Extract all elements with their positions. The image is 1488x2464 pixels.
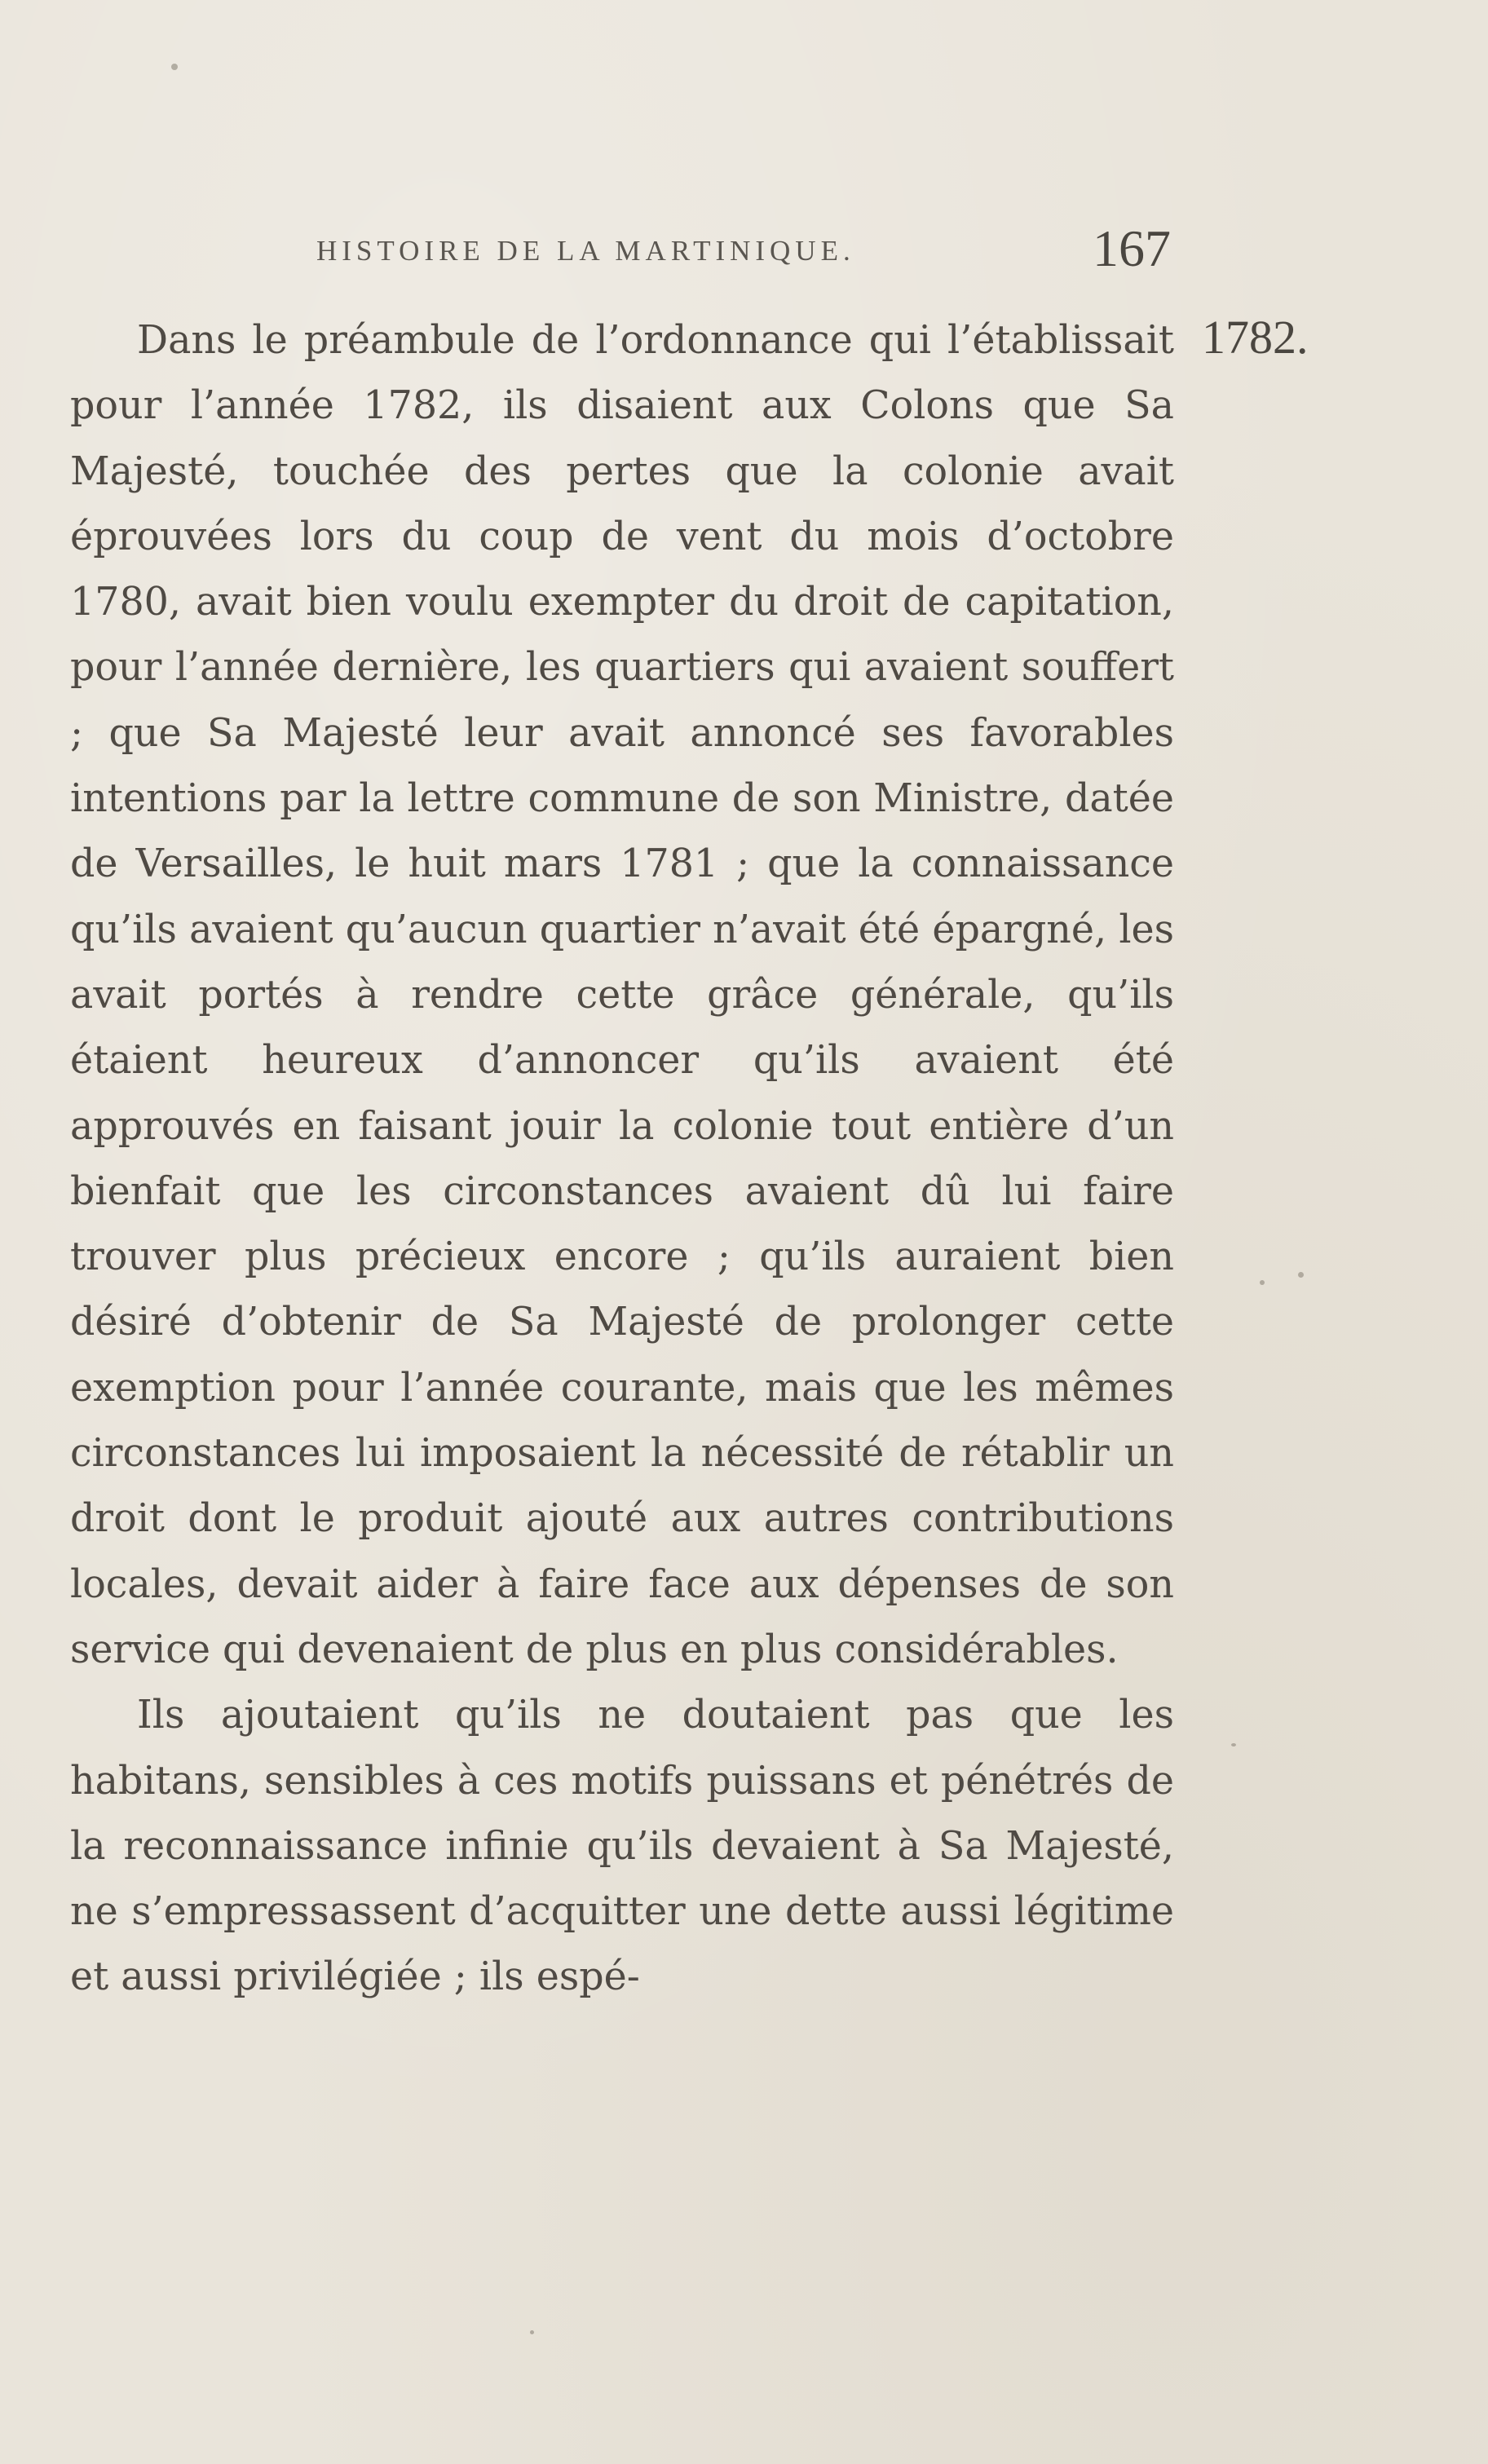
body-text	[70, 308, 1174, 2011]
margin-year-note: 1782.	[1202, 311, 1309, 364]
running-title: HISTOIRE DE LA MARTINIQUE.	[316, 235, 855, 267]
paper-speck	[171, 64, 178, 70]
paper-speck	[1298, 1272, 1304, 1278]
running-head	[316, 219, 1181, 284]
paper-speck	[530, 2330, 534, 2334]
paragraph-2: Ils ajoutaient qu’ils ne doutaient pas que les habitans, sensibles à ces motifs puissans et pénétrés de la reconnaissance infinie qu’ils devaient à Sa Majesté, ne s’empressassent d’acquitter une dette aussi légitime et aussi privilégiée ; ils espé-	[70, 1693, 1174, 2000]
paper-speck	[1231, 1743, 1236, 1746]
page-number: 167	[1093, 219, 1171, 277]
paragraph-1: Dans le préambule de l’ordonnance qui l’établissait pour l’année 1782, ils disaient aux Colons que Sa Majesté, touchée des pertes que la colonie avait éprouvées lors du coup de vent du mois d’octobre 1780, avait bien voulu exempter du droit de capitation, pour l’année dernière, les quartiers qui avaient souffert ; que Sa Majesté leur avait annoncé ses favorables intentions par la lettre commune de son Ministre, datée de Versailles, le huit mars 1781 ; que la connaissance qu’ils avaient qu’aucun quartier n’avait été épargné, les avait portés à rendre cette grâce générale, qu’ils étaient heureux d’annoncer qu’ils avaient été approuvés en faisant jouir la colonie tout entière d’un bienfait que les circonstances avaient dû lui faire trouver plus précieux encore ; qu’ils auraient bien désiré d’obtenir de Sa Majesté de prolonger cette exemption pour l’année courante, mais que les mêmes circonstances lui imposaient la nécessité de rétablir un droit dont le produit ajouté aux autres contributions locales, devait aider à faire face aux dépenses de son service qui devenaient de plus en plus considérables.	[70, 318, 1174, 1672]
paper-speck	[1260, 1280, 1265, 1285]
